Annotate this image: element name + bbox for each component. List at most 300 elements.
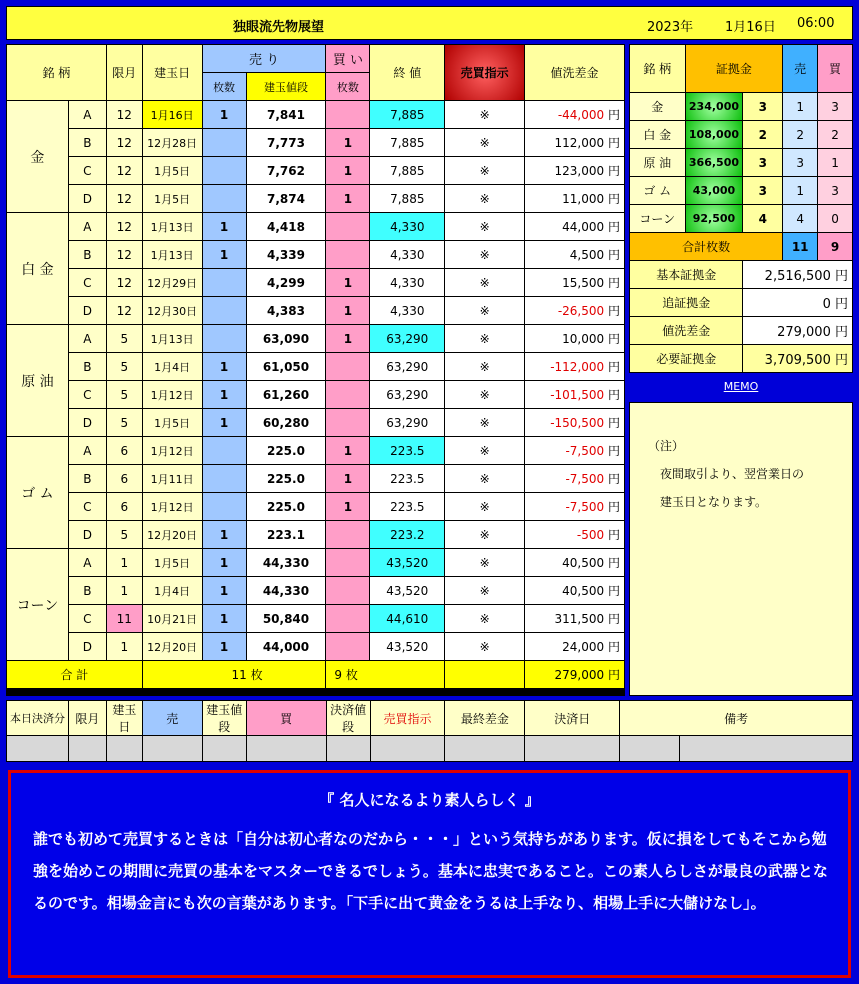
contract-id: A bbox=[68, 549, 106, 577]
sell-count bbox=[202, 157, 246, 185]
contract-id: D bbox=[68, 297, 106, 325]
table-row bbox=[7, 577, 625, 605]
col-header-sell-count: 枚数 bbox=[202, 73, 246, 101]
memo-link[interactable]: MEMO bbox=[723, 380, 759, 393]
settle-empty-cell bbox=[7, 736, 69, 762]
margin-row bbox=[630, 121, 853, 149]
summary-value: 0 円 bbox=[743, 289, 853, 317]
contract-id: A bbox=[68, 437, 106, 465]
signal-mark: ※ bbox=[445, 549, 525, 577]
quote-body: 誰でも初めて売買するときは「自分は初心者なのだから・・・」という気持ちがあります。仮に損をしてもそこから勉強を始めこの期間に売買の基本をマスターできるでしょう。基本に忠実であること。この素人らしさが最良の武器となるのです。相場金言にも次の言葉があります。「下手に出て黄金をうるは上手なり、相場上手に大儲けなし」。 bbox=[33, 830, 828, 912]
sell-count: 1 bbox=[202, 101, 246, 129]
sell-count: 1 bbox=[202, 241, 246, 269]
position-price: 4,339 bbox=[246, 241, 326, 269]
col-header-name: 銘 柄 bbox=[7, 45, 107, 101]
position-date: 10月21日 bbox=[142, 605, 202, 633]
signal-mark: ※ bbox=[445, 437, 525, 465]
position-date: 1月13日 bbox=[142, 241, 202, 269]
summary-label: 値洗差金 bbox=[630, 317, 743, 345]
close-price: 63,290 bbox=[370, 381, 445, 409]
margin-commodity: 金 bbox=[630, 93, 686, 121]
year-label: 2023年 bbox=[647, 20, 694, 35]
position-date: 12月20日 bbox=[142, 633, 202, 661]
buy-count bbox=[326, 381, 370, 409]
total-count-sell: 11 bbox=[783, 233, 818, 261]
settle-col-header: 本日決済分 bbox=[7, 701, 69, 736]
settlement-table bbox=[6, 700, 853, 762]
diff-value: 123,000 円 bbox=[525, 157, 625, 185]
close-price: 7,885 bbox=[370, 101, 445, 129]
signal-mark: ※ bbox=[445, 213, 525, 241]
memo-line-2: 建玉日となります。 bbox=[660, 495, 768, 509]
position-price: 225.0 bbox=[246, 493, 326, 521]
signal-mark: ※ bbox=[445, 325, 525, 353]
contract-month: 1 bbox=[106, 633, 142, 661]
buy-count bbox=[326, 633, 370, 661]
position-price: 4,383 bbox=[246, 297, 326, 325]
contract-id: D bbox=[68, 633, 106, 661]
contract-id: B bbox=[68, 353, 106, 381]
contract-id: D bbox=[68, 521, 106, 549]
settle-col-header: 備考 bbox=[620, 701, 853, 736]
margin-buy: 0 bbox=[818, 205, 853, 233]
position-date: 1月16日 bbox=[142, 101, 202, 129]
table-row bbox=[7, 493, 625, 521]
settle-empty-cell bbox=[202, 736, 246, 762]
position-price: 61,050 bbox=[246, 353, 326, 381]
table-row bbox=[7, 381, 625, 409]
contract-month: 5 bbox=[106, 521, 142, 549]
diff-value: 4,500 円 bbox=[525, 241, 625, 269]
position-price: 225.0 bbox=[246, 437, 326, 465]
diff-value: -44,000 円 bbox=[525, 101, 625, 129]
contract-id: A bbox=[68, 213, 106, 241]
sell-count bbox=[202, 437, 246, 465]
settle-empty-cell bbox=[106, 736, 142, 762]
sell-count: 1 bbox=[202, 605, 246, 633]
diff-value: 40,500 円 bbox=[525, 577, 625, 605]
sell-count: 1 bbox=[202, 213, 246, 241]
close-price: 223.5 bbox=[370, 437, 445, 465]
col-header-sell: 売 り bbox=[202, 45, 326, 73]
diff-value: -101,500 円 bbox=[525, 381, 625, 409]
position-price: 4,418 bbox=[246, 213, 326, 241]
diff-value: 10,000 円 bbox=[525, 325, 625, 353]
diff-value: -7,500 円 bbox=[525, 465, 625, 493]
position-date: 12月20日 bbox=[142, 521, 202, 549]
table-row bbox=[7, 325, 625, 353]
margin-sell: 1 bbox=[783, 93, 818, 121]
total-label: 合 計 bbox=[7, 661, 143, 689]
summary-row bbox=[630, 261, 853, 289]
positions-table-wrap bbox=[6, 44, 625, 696]
position-price: 63,090 bbox=[246, 325, 326, 353]
position-date: 1月12日 bbox=[142, 381, 202, 409]
diff-value: 11,000 円 bbox=[525, 185, 625, 213]
margin-count: 3 bbox=[743, 93, 783, 121]
margin-amount: 108,000 bbox=[685, 121, 743, 149]
col-header-position-price: 建玉値段 bbox=[246, 73, 326, 101]
table-row bbox=[7, 297, 625, 325]
table-row bbox=[7, 465, 625, 493]
position-date: 1月4日 bbox=[142, 353, 202, 381]
buy-count: 1 bbox=[326, 269, 370, 297]
position-price: 7,841 bbox=[246, 101, 326, 129]
position-date: 1月4日 bbox=[142, 577, 202, 605]
sell-count: 1 bbox=[202, 381, 246, 409]
margin-row bbox=[630, 205, 853, 233]
total-diff: 279,000 円 bbox=[525, 661, 625, 689]
sell-count bbox=[202, 297, 246, 325]
close-price: 223.5 bbox=[370, 493, 445, 521]
table-row bbox=[7, 409, 625, 437]
contract-id: C bbox=[68, 157, 106, 185]
contract-id: B bbox=[68, 465, 106, 493]
buy-count bbox=[326, 521, 370, 549]
close-price: 223.5 bbox=[370, 465, 445, 493]
settle-col-header: 買 bbox=[246, 701, 326, 736]
settle-col-header: 決済値段 bbox=[326, 701, 370, 736]
buy-count bbox=[326, 577, 370, 605]
position-date: 1月5日 bbox=[142, 157, 202, 185]
margin-count: 3 bbox=[743, 149, 783, 177]
contract-id: C bbox=[68, 269, 106, 297]
buy-count: 1 bbox=[326, 185, 370, 213]
settle-col-header: 建玉日 bbox=[106, 701, 142, 736]
contract-id: C bbox=[68, 493, 106, 521]
commodity-name: コーン bbox=[7, 549, 69, 661]
diff-value: -26,500 円 bbox=[525, 297, 625, 325]
buy-count: 1 bbox=[326, 437, 370, 465]
summary-row bbox=[630, 345, 853, 373]
settlement-table-wrap bbox=[6, 700, 853, 762]
position-date: 1月5日 bbox=[142, 185, 202, 213]
contract-month: 5 bbox=[106, 409, 142, 437]
margin-count: 4 bbox=[743, 205, 783, 233]
settle-col-header: 売買指示 bbox=[370, 701, 445, 736]
buy-count bbox=[326, 101, 370, 129]
contract-month: 12 bbox=[106, 241, 142, 269]
margin-col-name: 銘 柄 bbox=[630, 45, 686, 93]
settle-empty-cell bbox=[620, 736, 680, 762]
signal-mark: ※ bbox=[445, 129, 525, 157]
col-header-month: 限月 bbox=[106, 45, 142, 101]
table-row bbox=[7, 213, 625, 241]
settle-empty-cell bbox=[525, 736, 620, 762]
signal-mark: ※ bbox=[445, 633, 525, 661]
memo-note: （注） bbox=[648, 439, 685, 453]
position-date: 12月30日 bbox=[142, 297, 202, 325]
settle-col-header: 最終差金 bbox=[445, 701, 525, 736]
settle-col-header: 決済日 bbox=[525, 701, 620, 736]
buy-count: 1 bbox=[326, 325, 370, 353]
margin-amount: 366,500 bbox=[685, 149, 743, 177]
settle-col-header: 建玉値段 bbox=[202, 701, 246, 736]
sell-count: 1 bbox=[202, 577, 246, 605]
margin-panel bbox=[629, 44, 853, 378]
commodity-name: ゴ ム bbox=[7, 437, 69, 549]
position-price: 225.0 bbox=[246, 465, 326, 493]
contract-id: A bbox=[68, 101, 106, 129]
table-row bbox=[7, 129, 625, 157]
position-date: 1月11日 bbox=[142, 465, 202, 493]
position-date: 1月13日 bbox=[142, 325, 202, 353]
memo-line-1: 夜間取引より、翌営業日の bbox=[660, 467, 805, 481]
table-row bbox=[7, 437, 625, 465]
margin-amount: 43,000 bbox=[685, 177, 743, 205]
margin-count: 3 bbox=[743, 177, 783, 205]
page-title: 独眼流先物展望 bbox=[233, 20, 325, 35]
col-header-buy: 買 い bbox=[326, 45, 370, 73]
contract-month: 5 bbox=[106, 381, 142, 409]
position-date: 1月13日 bbox=[142, 213, 202, 241]
contract-id: D bbox=[68, 185, 106, 213]
contract-month: 1 bbox=[106, 577, 142, 605]
contract-month: 12 bbox=[106, 297, 142, 325]
diff-value: 311,500 円 bbox=[525, 605, 625, 633]
quote-box bbox=[8, 770, 851, 978]
position-price: 44,000 bbox=[246, 633, 326, 661]
close-price: 63,290 bbox=[370, 353, 445, 381]
commodity-name: 白 金 bbox=[7, 213, 69, 325]
diff-value: 44,000 円 bbox=[525, 213, 625, 241]
col-header-close: 終 値 bbox=[370, 45, 445, 101]
summary-label: 必要証拠金 bbox=[630, 345, 743, 373]
margin-row bbox=[630, 177, 853, 205]
table-row bbox=[7, 185, 625, 213]
position-price: 44,330 bbox=[246, 577, 326, 605]
margin-sell: 1 bbox=[783, 177, 818, 205]
diff-value: -7,500 円 bbox=[525, 437, 625, 465]
diff-value: -112,000 円 bbox=[525, 353, 625, 381]
settle-empty-cell bbox=[246, 736, 326, 762]
table-row bbox=[7, 521, 625, 549]
sell-count: 1 bbox=[202, 549, 246, 577]
contract-id: C bbox=[68, 381, 106, 409]
margin-row bbox=[630, 93, 853, 121]
signal-mark: ※ bbox=[445, 241, 525, 269]
diff-value: 24,000 円 bbox=[525, 633, 625, 661]
position-price: 50,840 bbox=[246, 605, 326, 633]
diff-value: 40,500 円 bbox=[525, 549, 625, 577]
margin-commodity: ゴ ム bbox=[630, 177, 686, 205]
sell-count bbox=[202, 325, 246, 353]
diff-value: -500 円 bbox=[525, 521, 625, 549]
close-price: 63,290 bbox=[370, 325, 445, 353]
settle-empty-cell bbox=[326, 736, 370, 762]
margin-col-buy: 買 bbox=[818, 45, 853, 93]
table-row bbox=[7, 549, 625, 577]
sell-count: 1 bbox=[202, 409, 246, 437]
close-price: 43,520 bbox=[370, 577, 445, 605]
signal-mark: ※ bbox=[445, 577, 525, 605]
margin-count: 2 bbox=[743, 121, 783, 149]
contract-id: C bbox=[68, 605, 106, 633]
title-bar bbox=[6, 6, 853, 40]
position-price: 4,299 bbox=[246, 269, 326, 297]
close-price: 4,330 bbox=[370, 269, 445, 297]
summary-value: 2,516,500 円 bbox=[743, 261, 853, 289]
close-price: 4,330 bbox=[370, 297, 445, 325]
signal-mark: ※ bbox=[445, 157, 525, 185]
contract-month: 12 bbox=[106, 185, 142, 213]
table-row bbox=[7, 241, 625, 269]
settle-empty-cell bbox=[680, 736, 853, 762]
buy-count bbox=[326, 213, 370, 241]
col-header-diff: 値洗差金 bbox=[525, 45, 625, 101]
close-price: 4,330 bbox=[370, 213, 445, 241]
margin-commodity: 白 金 bbox=[630, 121, 686, 149]
margin-row bbox=[630, 149, 853, 177]
contract-month: 5 bbox=[106, 325, 142, 353]
close-price: 43,520 bbox=[370, 633, 445, 661]
signal-mark: ※ bbox=[445, 521, 525, 549]
date-label: 1月16日 bbox=[725, 20, 776, 35]
summary-row bbox=[630, 317, 853, 345]
commodity-name: 原 油 bbox=[7, 325, 69, 437]
contract-month: 12 bbox=[106, 129, 142, 157]
margin-commodity: コーン bbox=[630, 205, 686, 233]
settle-col-header: 売 bbox=[142, 701, 202, 736]
contract-id: A bbox=[68, 325, 106, 353]
position-date: 1月12日 bbox=[142, 437, 202, 465]
close-price: 223.2 bbox=[370, 521, 445, 549]
margin-buy: 3 bbox=[818, 177, 853, 205]
settle-col-header: 限月 bbox=[68, 701, 106, 736]
contract-month: 6 bbox=[106, 437, 142, 465]
margin-col-margin: 証拠金 bbox=[685, 45, 783, 93]
settle-empty-cell bbox=[142, 736, 202, 762]
sell-count bbox=[202, 269, 246, 297]
total-count-label: 合計枚数 bbox=[630, 233, 783, 261]
signal-mark: ※ bbox=[445, 465, 525, 493]
close-price: 43,520 bbox=[370, 549, 445, 577]
signal-mark: ※ bbox=[445, 409, 525, 437]
margin-table bbox=[629, 44, 853, 373]
margin-sell: 3 bbox=[783, 149, 818, 177]
table-row bbox=[7, 605, 625, 633]
summary-value: 279,000 円 bbox=[743, 317, 853, 345]
signal-mark: ※ bbox=[445, 185, 525, 213]
buy-count: 1 bbox=[326, 493, 370, 521]
close-price: 7,885 bbox=[370, 185, 445, 213]
close-price: 4,330 bbox=[370, 241, 445, 269]
close-price: 63,290 bbox=[370, 409, 445, 437]
sell-count: 1 bbox=[202, 353, 246, 381]
margin-buy: 3 bbox=[818, 93, 853, 121]
quote-title: 『 名人になるより素人らしく 』 bbox=[319, 791, 540, 809]
signal-mark: ※ bbox=[445, 269, 525, 297]
position-price: 7,773 bbox=[246, 129, 326, 157]
diff-value: 15,500 円 bbox=[525, 269, 625, 297]
sell-count bbox=[202, 185, 246, 213]
margin-commodity: 原 油 bbox=[630, 149, 686, 177]
table-row bbox=[7, 269, 625, 297]
position-date: 12月29日 bbox=[142, 269, 202, 297]
time-label: 06:00 bbox=[797, 16, 835, 31]
buy-count bbox=[326, 605, 370, 633]
sell-count bbox=[202, 129, 246, 157]
table-row bbox=[7, 101, 625, 129]
col-header-date: 建玉日 bbox=[142, 45, 202, 101]
position-price: 61,260 bbox=[246, 381, 326, 409]
contract-month: 5 bbox=[106, 353, 142, 381]
col-header-buy-count: 枚数 bbox=[326, 73, 370, 101]
table-row bbox=[7, 157, 625, 185]
buy-count bbox=[326, 549, 370, 577]
signal-mark: ※ bbox=[445, 605, 525, 633]
margin-sell: 4 bbox=[783, 205, 818, 233]
position-price: 7,762 bbox=[246, 157, 326, 185]
contract-month: 12 bbox=[106, 213, 142, 241]
signal-mark: ※ bbox=[445, 297, 525, 325]
contract-month: 12 bbox=[106, 101, 142, 129]
contract-id: B bbox=[68, 129, 106, 157]
position-date: 1月5日 bbox=[142, 409, 202, 437]
signal-mark: ※ bbox=[445, 381, 525, 409]
margin-col-sell: 売 bbox=[783, 45, 818, 93]
summary-row bbox=[630, 289, 853, 317]
buy-count: 1 bbox=[326, 465, 370, 493]
close-price: 44,610 bbox=[370, 605, 445, 633]
positions-table bbox=[6, 44, 625, 689]
position-price: 44,330 bbox=[246, 549, 326, 577]
contract-month: 11 bbox=[106, 605, 142, 633]
diff-value: -150,500 円 bbox=[525, 409, 625, 437]
summary-value: 3,709,500 円 bbox=[743, 345, 853, 373]
position-price: 60,280 bbox=[246, 409, 326, 437]
buy-count: 1 bbox=[326, 297, 370, 325]
close-price: 7,885 bbox=[370, 129, 445, 157]
contract-month: 6 bbox=[106, 465, 142, 493]
signal-mark: ※ bbox=[445, 101, 525, 129]
sell-count bbox=[202, 465, 246, 493]
position-date: 1月12日 bbox=[142, 493, 202, 521]
buy-count bbox=[326, 409, 370, 437]
total-sell: 11 枚 bbox=[142, 661, 326, 689]
signal-mark: ※ bbox=[445, 353, 525, 381]
sell-count: 1 bbox=[202, 633, 246, 661]
diff-value: 112,000 円 bbox=[525, 129, 625, 157]
position-date: 1月5日 bbox=[142, 549, 202, 577]
contract-id: D bbox=[68, 409, 106, 437]
contract-month: 1 bbox=[106, 549, 142, 577]
contract-month: 12 bbox=[106, 269, 142, 297]
buy-count: 1 bbox=[326, 157, 370, 185]
contract-month: 6 bbox=[106, 493, 142, 521]
contract-id: B bbox=[68, 577, 106, 605]
buy-count bbox=[326, 241, 370, 269]
sell-count bbox=[202, 493, 246, 521]
margin-buy: 1 bbox=[818, 149, 853, 177]
settle-empty-cell bbox=[370, 736, 445, 762]
total-count-buy: 9 bbox=[818, 233, 853, 261]
margin-buy: 2 bbox=[818, 121, 853, 149]
contract-id: B bbox=[68, 241, 106, 269]
sell-count: 1 bbox=[202, 521, 246, 549]
buy-count: 1 bbox=[326, 129, 370, 157]
diff-value: -7,500 円 bbox=[525, 493, 625, 521]
summary-label: 基本証拠金 bbox=[630, 261, 743, 289]
position-price: 7,874 bbox=[246, 185, 326, 213]
position-price: 223.1 bbox=[246, 521, 326, 549]
settle-empty-cell bbox=[68, 736, 106, 762]
signal-mark: ※ bbox=[445, 493, 525, 521]
summary-label: 追証拠金 bbox=[630, 289, 743, 317]
buy-count bbox=[326, 353, 370, 381]
table-row bbox=[7, 633, 625, 661]
memo-box bbox=[629, 402, 853, 696]
